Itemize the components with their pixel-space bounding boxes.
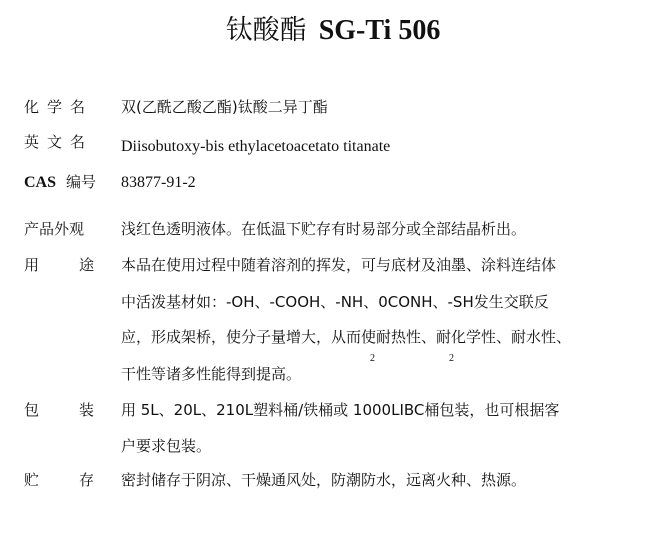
usage-line-4: 干性等诸多性能得到提高。 bbox=[121, 365, 302, 383]
cas-label-suffix: 编号 bbox=[66, 173, 97, 191]
english-name-label: 英文名 bbox=[24, 133, 94, 151]
packaging-label: 包装 bbox=[24, 401, 135, 419]
packaging-line-2: 户要求包装。 bbox=[121, 437, 212, 455]
usage-label: 用途 bbox=[24, 256, 135, 274]
storage-label: 贮存 bbox=[24, 471, 135, 489]
chemical-name-value: 双(乙酰乙酸乙酯)钛酸二异丁酯 bbox=[121, 98, 328, 116]
usage-line-2: 中活泼基材如：-OH、-COOH、-NH、0CONH、-SH发生交联反 bbox=[121, 293, 549, 311]
product-code: SG-Ti 506 bbox=[318, 15, 441, 46]
usage-line-3: 应，形成架桥，使分子量增大，从而使耐热性、耐化学性、耐水性、 bbox=[121, 328, 572, 346]
usage-subscript-1: 2 bbox=[370, 353, 375, 364]
english-name-value: Diisobutoxy-bis ethylacetoacetato titanate bbox=[121, 138, 391, 155]
storage-value: 密封储存于阴凉、干燥通风处，防潮防水，远离火种、热源。 bbox=[121, 471, 527, 489]
appearance-label: 产品外观 bbox=[24, 220, 85, 238]
usage-subscript-2: 2 bbox=[449, 353, 454, 364]
usage-line-1: 本品在使用过程中随着溶剂的挥发，可与底材及油墨、涂料连结体 bbox=[121, 256, 557, 274]
page-title bbox=[0, 12, 666, 49]
cas-label bbox=[24, 172, 96, 193]
product-name-cn: 钛酸酯 bbox=[225, 15, 307, 46]
chemical-name-label: 化学名 bbox=[24, 98, 94, 116]
cas-label-prefix: CAS bbox=[24, 174, 57, 191]
packaging-line-1: 用 5L、20L、210L塑料桶/铁桶或 1000LIBC桶包装，也可根据客 bbox=[121, 401, 560, 419]
appearance-value: 浅红色透明液体。在低温下贮存有时易部分或全部结晶析出。 bbox=[121, 220, 527, 238]
cas-value: 83877-91-2 bbox=[121, 174, 196, 191]
